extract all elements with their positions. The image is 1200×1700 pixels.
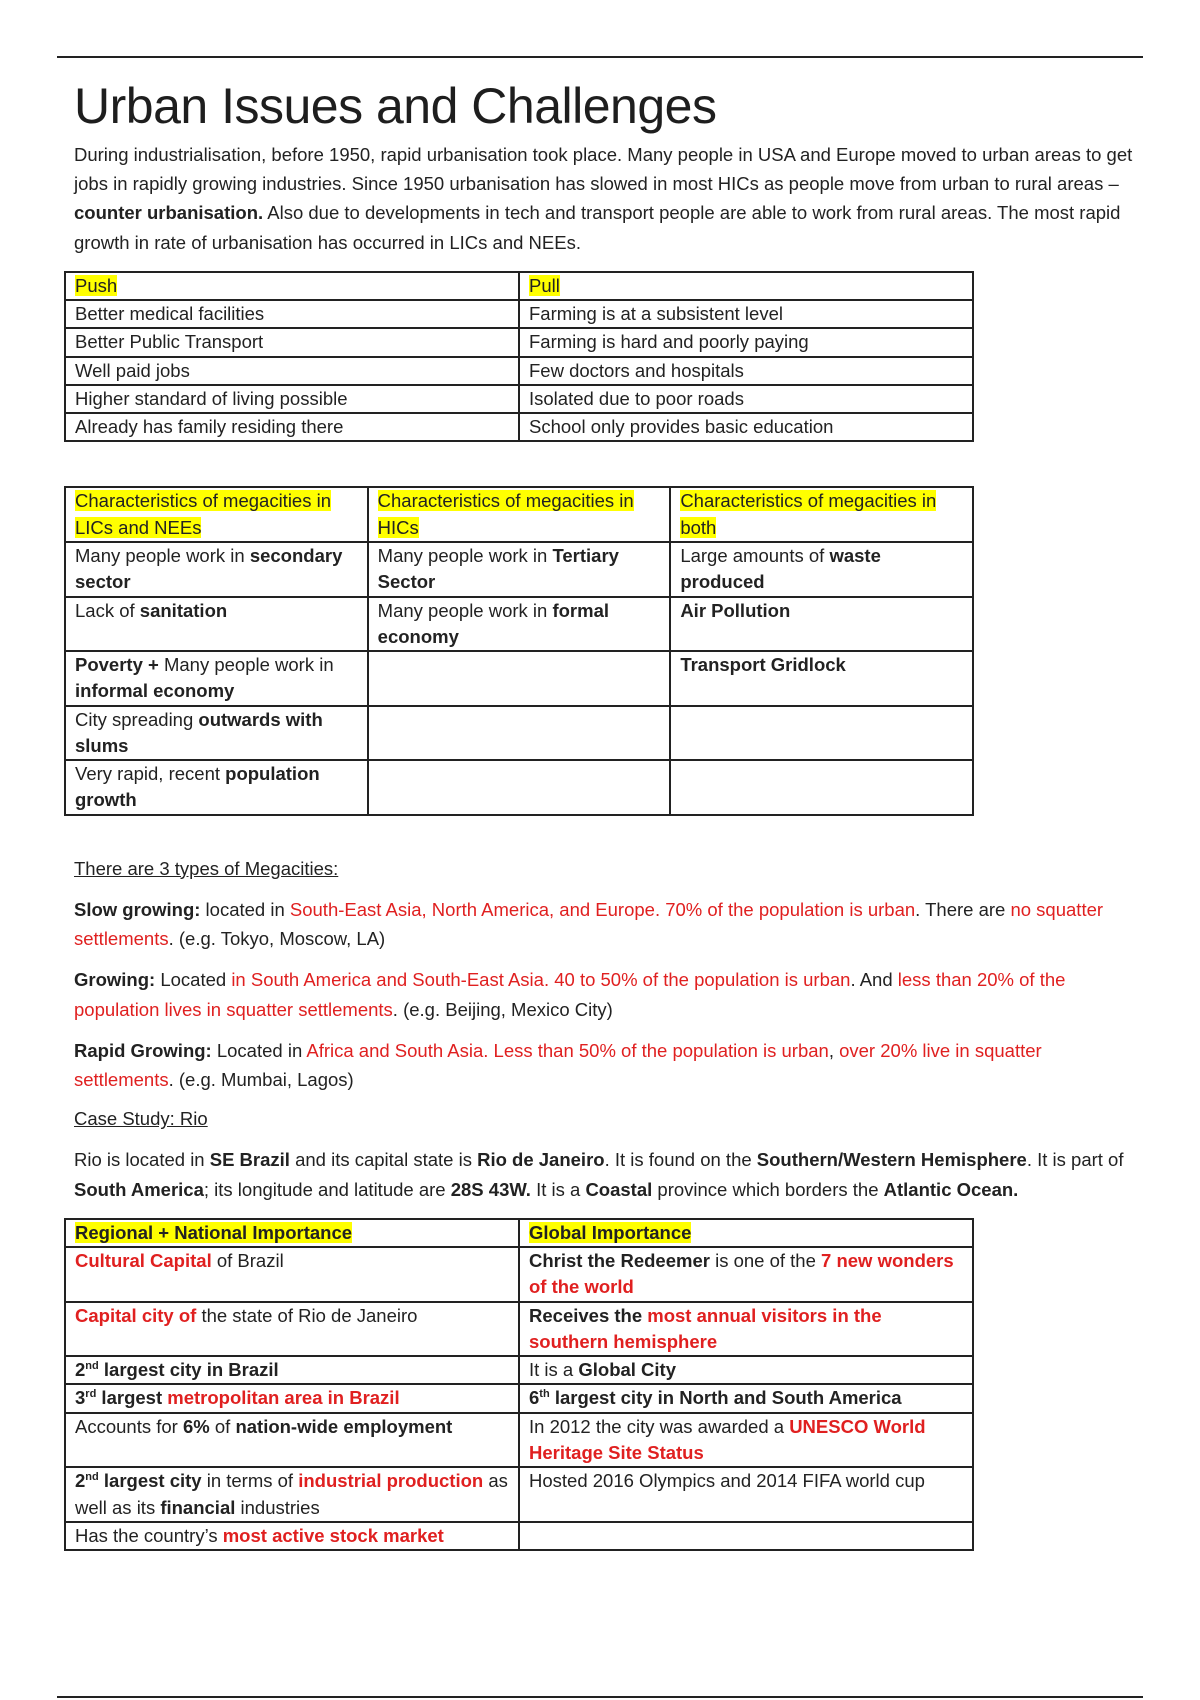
table-cell: 3rd largest metropolitan area in Brazil <box>65 1384 519 1412</box>
table-row <box>65 760 973 815</box>
table-cell: Many people work in secondary sector <box>65 542 368 597</box>
table-row <box>65 1356 973 1384</box>
table-cell <box>519 1522 973 1550</box>
table-cell <box>368 651 671 706</box>
table-cell: Accounts for 6% of nation-wide employment <box>65 1413 519 1468</box>
table-cell: Few doctors and hospitals <box>519 357 973 385</box>
table-cell: Hosted 2016 Olympics and 2014 FIFA world cup <box>519 1467 973 1522</box>
page-title: Urban Issues and Challenges <box>74 78 717 134</box>
table-row <box>65 651 973 706</box>
growing-paragraph: Growing: Located in South America and South-East Asia. 40 to 50% of the population is urban. And less than 20% of the population lives in squatter settlements. (e.g. Beijing, Mexico City) <box>74 969 1066 1020</box>
bottom-rule <box>57 1696 1143 1698</box>
table-row <box>65 357 973 385</box>
types-heading: There are 3 types of Megacities: <box>74 857 339 879</box>
table-cell: Already has family residing there <box>65 413 519 441</box>
rapid-growing-paragraph: Rapid Growing: Located in Africa and South Asia. Less than 50% of the population is urban, over 20% live in squatter settlements. (e.g. Mumbai, Lagos) <box>74 1039 1042 1090</box>
table-header-row <box>65 272 973 300</box>
table-cell: Capital city of the state of Rio de Janeiro <box>65 1302 519 1357</box>
table-cell <box>670 760 973 815</box>
case-study-heading: Case Study: Rio <box>74 1108 208 1130</box>
table-row <box>65 1522 973 1550</box>
table-header-row <box>65 1219 973 1247</box>
table-row <box>65 706 973 761</box>
pull-header: Pull <box>519 272 973 300</box>
table-cell: Farming is hard and poorly paying <box>519 328 973 356</box>
hic-header: Characteristics of megacities in HICs <box>368 487 671 542</box>
intro-bold: counter urbanisation. <box>74 202 264 224</box>
table-row <box>65 300 973 328</box>
intro-text: During industrialisation, before 1950, rapid urbanisation took place. Many people in USA and Europe moved to urban areas to get jobs in rapidly growing industries. Since 1950 urbanisation has slowed in most HICs as people move from urban to rural areas – <box>74 144 1133 195</box>
table-cell: Large amounts of waste produced <box>670 542 973 597</box>
push-header: Push <box>65 272 519 300</box>
table-cell: Isolated due to poor roads <box>519 385 973 413</box>
table-cell: School only provides basic education <box>519 413 973 441</box>
table-row <box>65 1467 973 1522</box>
table-cell: City spreading outwards with slums <box>65 706 368 761</box>
push-pull-table <box>64 271 974 443</box>
table-cell: Many people work in formal economy <box>368 597 671 652</box>
table-row <box>65 597 973 652</box>
case-study-paragraph: Rio is located in SE Brazil and its capital state is Rio de Janeiro. It is found on the Southern/Western Hemisphere. It is part of South America; its longitude and latitude are 28S 43W. It is a Coastal province which borders the Atlantic Ocean. <box>74 1149 1124 1200</box>
table-cell: Cultural Capital of Brazil <box>65 1247 519 1302</box>
table-cell: Transport Gridlock <box>670 651 973 706</box>
table-cell: Lack of sanitation <box>65 597 368 652</box>
table-row <box>65 542 973 597</box>
table-cell <box>368 760 671 815</box>
table-cell: Receives the most annual visitors in the southern hemisphere <box>519 1302 973 1357</box>
document-page <box>74 78 1134 1551</box>
table-cell: Very rapid, recent population growth <box>65 760 368 815</box>
global-header: Global Importance <box>519 1219 973 1247</box>
table-header-row <box>65 487 973 542</box>
table-cell: Well paid jobs <box>65 357 519 385</box>
table-row <box>65 1302 973 1357</box>
importance-table <box>64 1218 974 1551</box>
top-rule <box>57 56 1143 58</box>
table-row <box>65 1247 973 1302</box>
table-row <box>65 1413 973 1468</box>
table-cell: Better Public Transport <box>65 328 519 356</box>
both-header: Characteristics of megacities in both <box>670 487 973 542</box>
table-cell: Farming is at a subsistent level <box>519 300 973 328</box>
table-cell: In 2012 the city was awarded a UNESCO World Heritage Site Status <box>519 1413 973 1468</box>
table-row <box>65 1384 973 1412</box>
table-cell: Has the country’s most active stock market <box>65 1522 519 1550</box>
table-cell: It is a Global City <box>519 1356 973 1384</box>
table-row <box>65 385 973 413</box>
table-cell: Air Pollution <box>670 597 973 652</box>
table-row <box>65 328 973 356</box>
slow-growing-paragraph: Slow growing: located in South-East Asia, North America, and Europe. 70% of the population is urban. There are no squatter settlements. (e.g. Tokyo, Moscow, LA) <box>74 898 1104 950</box>
table-cell: Many people work in Tertiary Sector <box>368 542 671 597</box>
intro-text-2: Also due to developments in tech and transport people are able to work from rural areas. The most rapid growth in rate of urbanisation has occurred in LICs and NEEs. <box>74 202 1121 253</box>
table-cell: 2nd largest city in terms of industrial production as well as its financial industries <box>65 1467 519 1522</box>
table-cell: Poverty + Many people work in informal economy <box>65 651 368 706</box>
megacities-table <box>64 486 974 815</box>
table-row <box>65 413 973 441</box>
lic-header: Characteristics of megacities in LICs and NEEs <box>65 487 368 542</box>
intro-paragraph <box>74 140 1134 257</box>
table-cell: Christ the Redeemer is one of the 7 new wonders of the world <box>519 1247 973 1302</box>
table-cell: Better medical facilities <box>65 300 519 328</box>
table-cell <box>368 706 671 761</box>
table-cell: Higher standard of living possible <box>65 385 519 413</box>
regional-header: Regional + National Importance <box>65 1219 519 1247</box>
table-cell: 6th largest city in North and South America <box>519 1384 973 1412</box>
table-cell <box>670 706 973 761</box>
table-cell: 2nd largest city in Brazil <box>65 1356 519 1384</box>
